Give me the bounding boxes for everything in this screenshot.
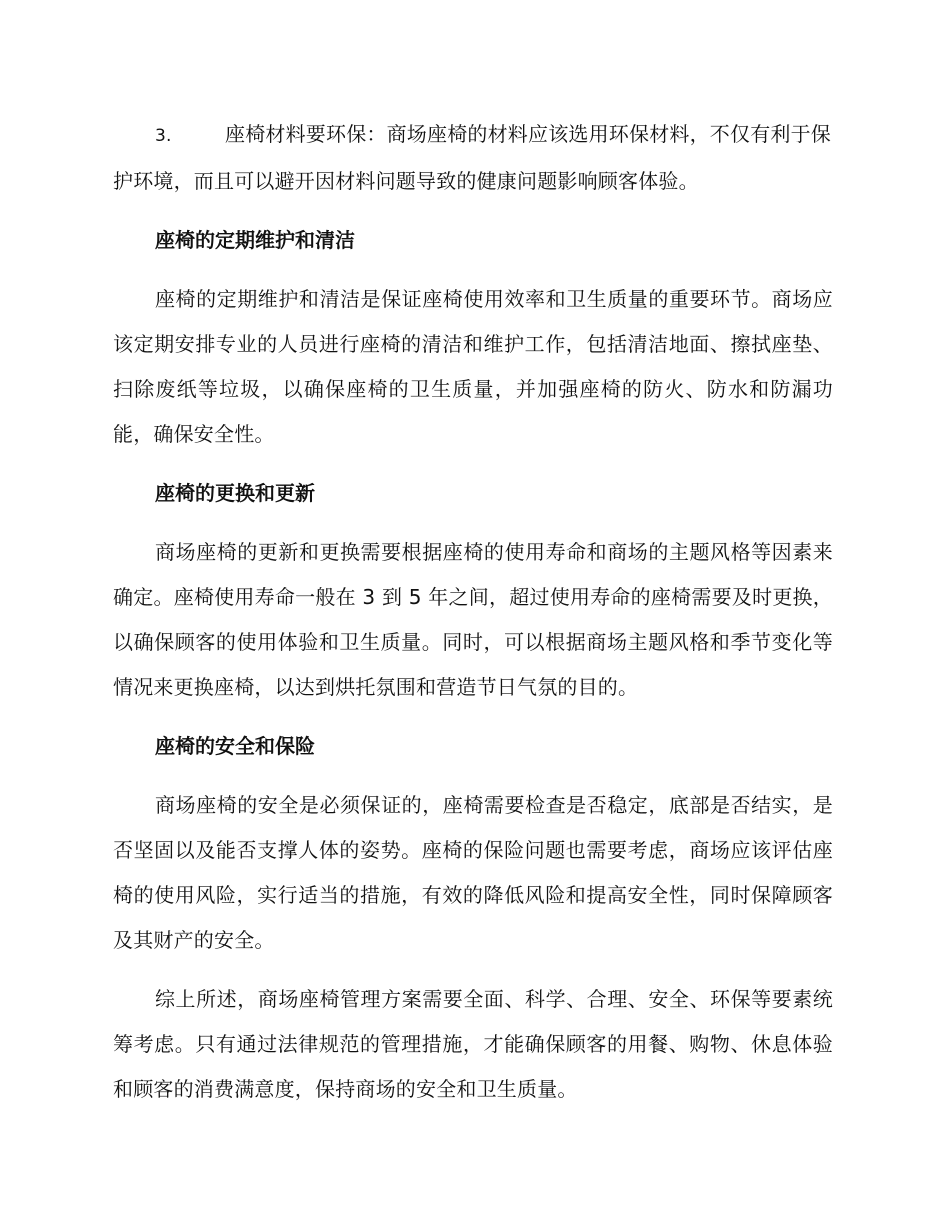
- section-heading-replacement: 座椅的更换和更新: [155, 481, 315, 505]
- list-number: 3.: [155, 126, 172, 146]
- section-paragraph-replacement: 商场座椅的更新和更换需要根据座椅的使用寿命和商场的主题风格等因素来确定。座椅使用寿命一般在 3 到 5 年之间，超过使用寿命的座椅需要及时更换，以确保顾客的使用体验和卫生质量。同时，可以根据商场主题风格和季节变化等情况来更换座椅，以达到烘托氛围和营造节日气氛的目的。: [113, 540, 833, 699]
- section-heading-safety: 座椅的安全和保险: [155, 734, 315, 758]
- section-paragraph-maintenance: 座椅的定期维护和清洁是保证座椅使用效率和卫生质量的重要环节。商场应该定期安排专业的人员进行座椅的清洁和维护工作，包括清洁地面、擦拭座垫、扫除废纸等垃圾，以确保座椅的卫生质量，并加强座椅的防火、防水和防漏功能，确保安全性。: [113, 287, 833, 446]
- section-heading-maintenance: 座椅的定期维护和清洁: [155, 228, 355, 252]
- list-item-3: [113, 112, 833, 204]
- document-body: [113, 112, 833, 1126]
- section-paragraph-safety: 商场座椅的安全是必须保证的，座椅需要检查是否稳定，底部是否结实，是否坚固以及能否支撑人体的姿势。座椅的保险问题也需要考虑，商场应该评估座椅的使用风险，实行适当的措施，有效的降低风险和提高安全性，同时保障顾客及其财产的安全。: [113, 793, 833, 952]
- conclusion-paragraph: 综上所述，商场座椅管理方案需要全面、科学、合理、安全、环保等要素统筹考虑。只有通过法律规范的管理措施，才能确保顾客的用餐、购物、休息体验和顾客的消费满意度，保持商场的安全和卫生质量。: [113, 987, 833, 1101]
- list-item-text: 座椅材料要环保：商场座椅的材料应该选用环保材料，不仅有利于保护环境，而且可以避开因材料问题导致的健康问题影响顾客体验。: [113, 122, 831, 193]
